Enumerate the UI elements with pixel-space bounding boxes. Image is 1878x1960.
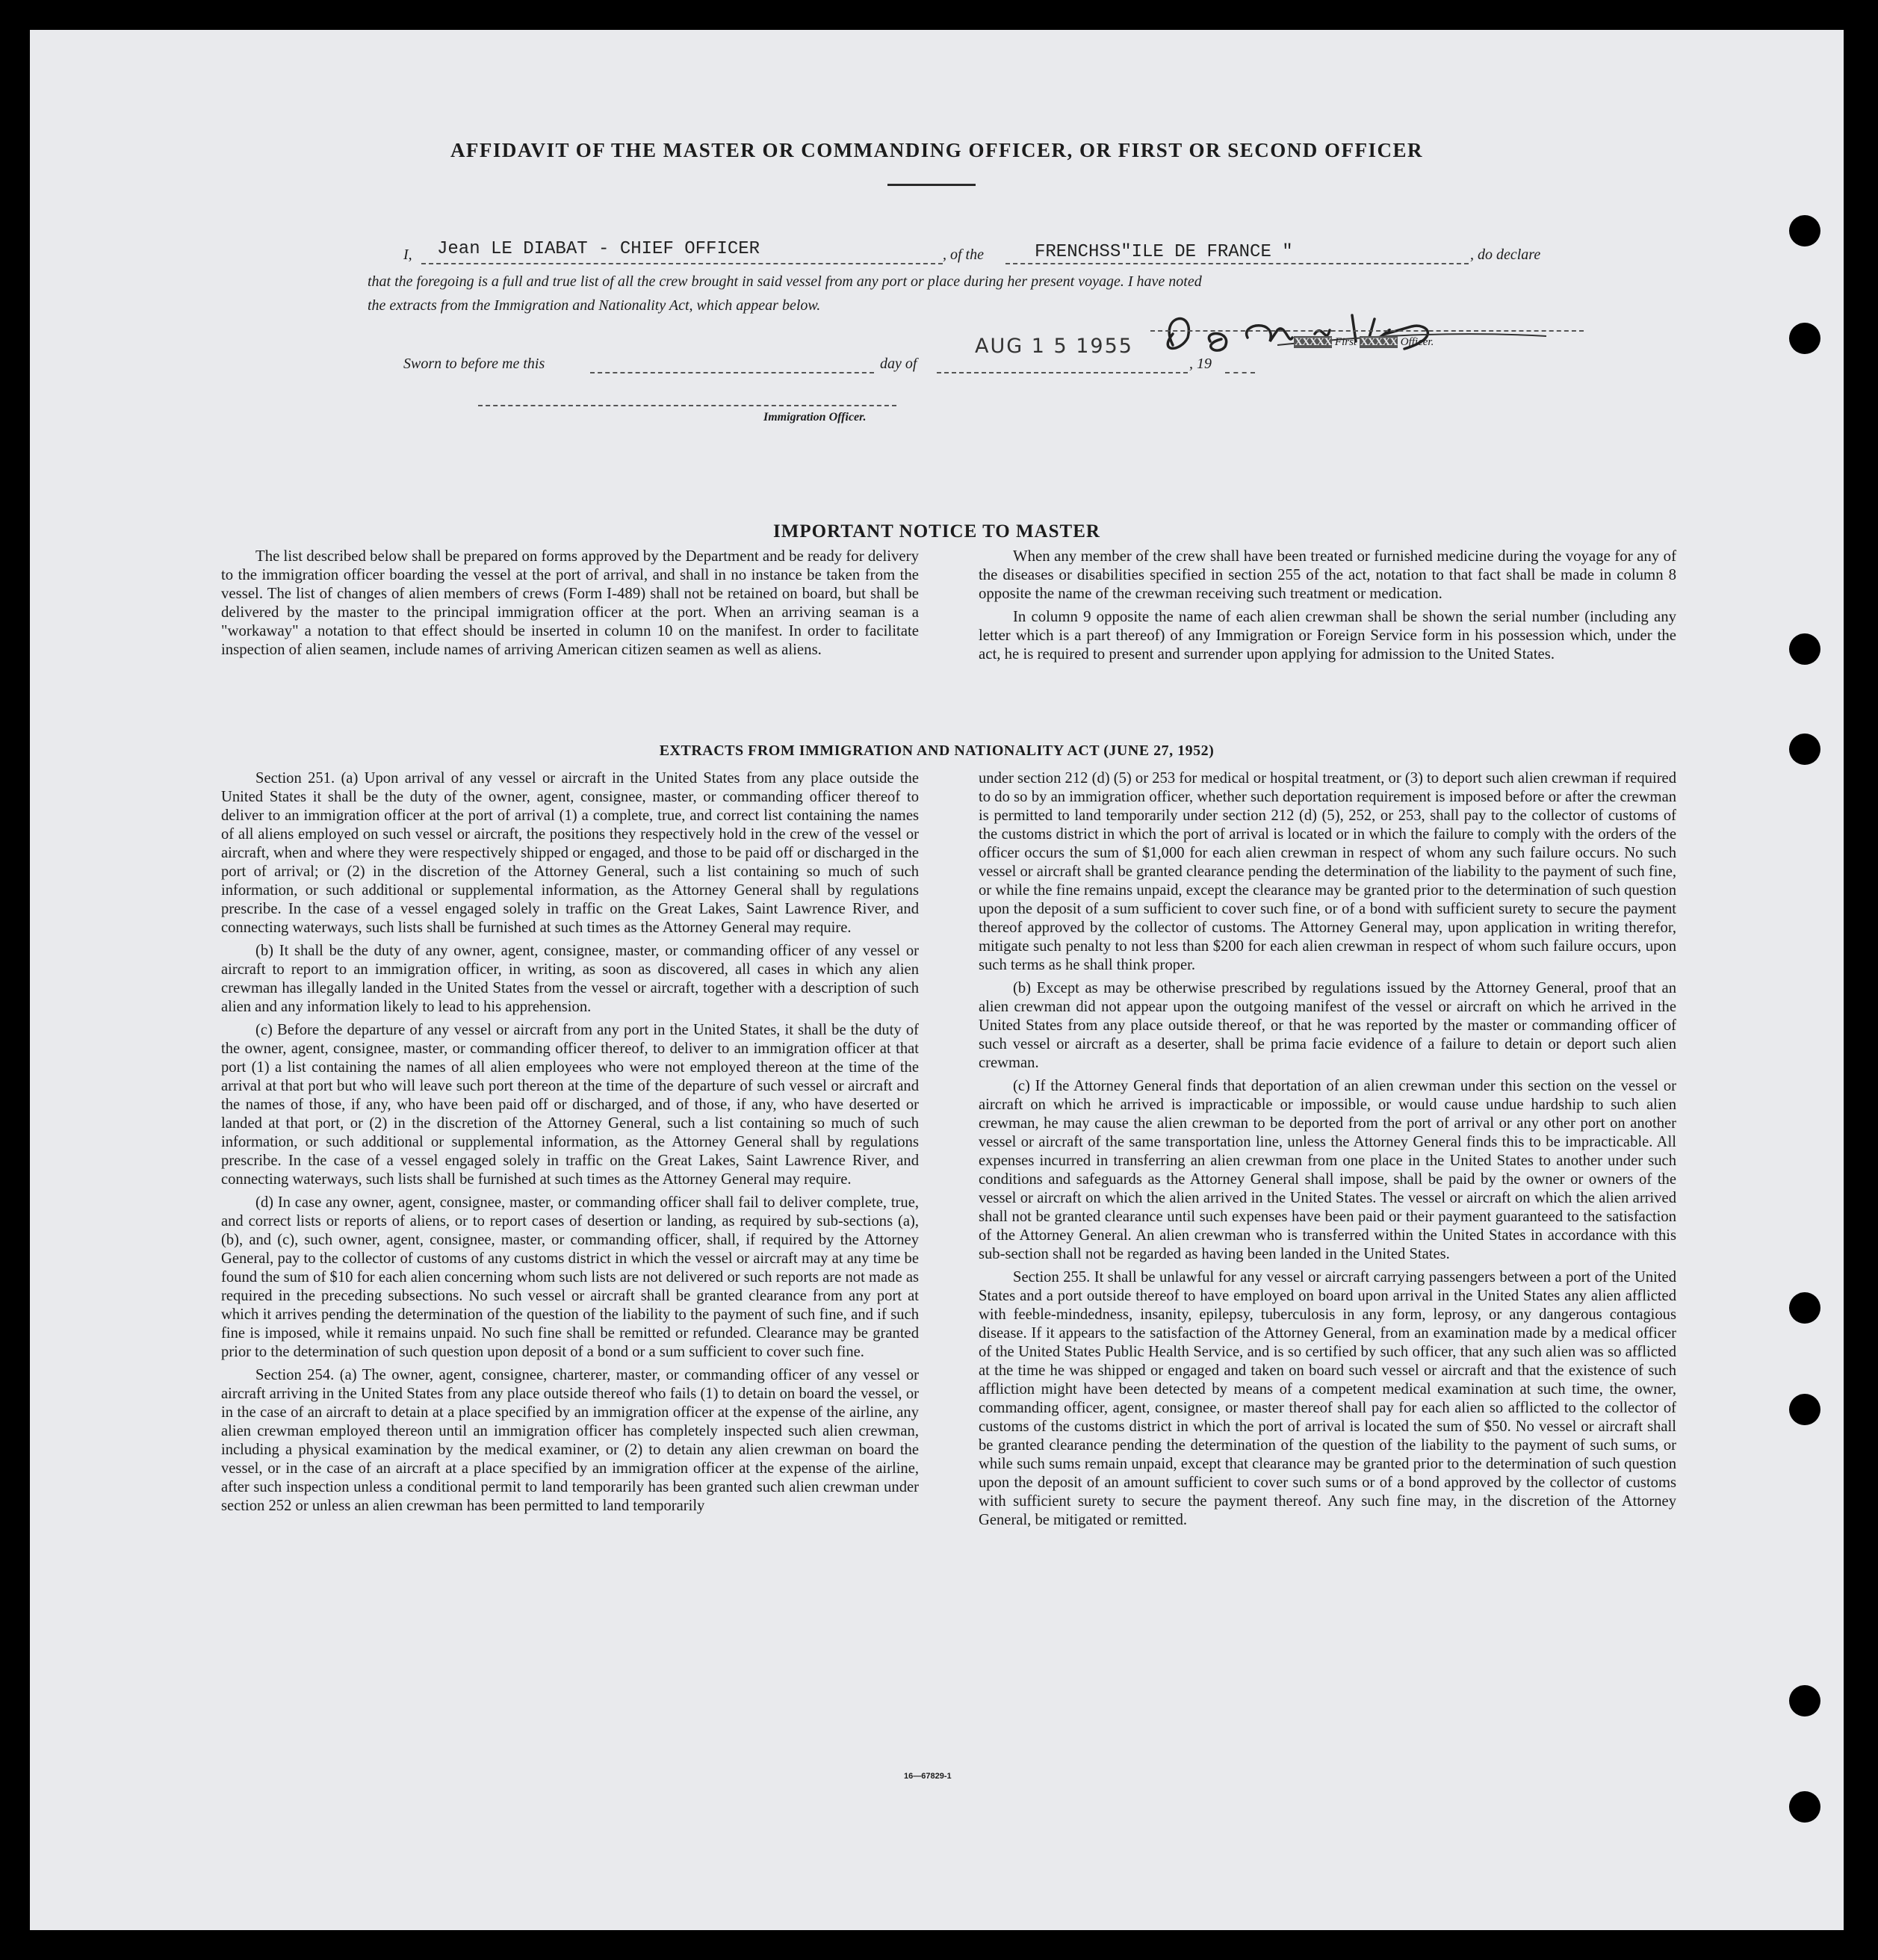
affidavit-title: AFFIDAVIT OF THE MASTER OR COMMANDING OFFICER, OR FIRST OR SECOND OFFICER — [450, 139, 1424, 161]
title-rule — [887, 184, 976, 186]
sworn-month-line — [937, 372, 1188, 373]
struck-text: XXXXX — [1360, 336, 1398, 348]
officer-title-label — [1294, 336, 1434, 349]
officer-signature-line — [1150, 330, 1584, 332]
form-code: 16—67829-1 — [904, 1772, 952, 1781]
declaration-line-2: that the foregoing is a full and true list of all the crew brought in said vessel from any port or place during her present voyage. I have noted — [368, 273, 1202, 290]
punch-hole — [1789, 1292, 1820, 1324]
year-label: , 19 — [1189, 356, 1212, 372]
year-line — [1225, 372, 1255, 373]
officer-suffix: Officer. — [1400, 336, 1434, 348]
punch-hole — [1789, 1685, 1820, 1716]
declarant-line — [421, 263, 943, 264]
extracts-right-column — [979, 769, 1676, 1534]
declarant-name: Jean LE DIABAT - CHIEF OFFICER — [437, 239, 760, 259]
section-251-c: (c) Before the departure of any vessel or aircraft from any port in the United States, it shall be the duty of the owner, agent, consignee, master, or commanding officer thereof, to deliver to an immigration officer at that port (1) a list containing the names of all alien employees who were not employed thereon at the time of the arrival at that port but who will leave such port thereon at the time of the departure of such vessel or aircraft and the names of those, if any, who have been paid off or discharged, and of those, if any, who have deserted or landed at that port, or (2) in the discretion of the Attorney General, such a list containing so much of such information, or such additional or supplemental information, as the Attorney General shall by regulations prescribe. In the case of a vessel engaged solely in traffic on the Great Lakes, Saint Lawrence River, and connecting waterways, such lists shall be furnished at such times as the Attorney General may require. — [221, 1022, 919, 1188]
document-page — [30, 30, 1844, 1930]
punch-hole — [1789, 1394, 1820, 1425]
struck-text: XXXXX — [1295, 336, 1332, 348]
immigration-officer-line — [478, 405, 896, 406]
punch-hole — [1789, 215, 1820, 246]
punch-hole — [1789, 734, 1820, 765]
vessel-name: FRENCHSS"ILE DE FRANCE " — [1035, 242, 1293, 262]
extracts-left-column — [221, 769, 919, 1520]
immigration-officer-label: Immigration Officer. — [763, 411, 867, 424]
section-251-b: (b) It shall be the duty of any owner, agent, consignee, master, or commanding officer of any vessel or aircraft to report to an immigration officer, in writing, as soon as discovered, all cases in which any alien crewman has illegally landed in the United States from the vessel or aircraft, together with a description of such alien and any information likely to lead to his apprehension. — [221, 943, 919, 1015]
extracts-title: EXTRACTS FROM IMMIGRATION AND NATIONALITY ACT (JUNE 27, 1952) — [659, 742, 1215, 759]
section-255: Section 255. It shall be unlawful for any vessel or aircraft carrying passengers between a port of the United States and a port outside thereof to have employed on board upon arrival in the United States any alien afflicted with feeble-mindedness, insanity, epilepsy, tuberculosis in any form, leprosy, or any dangerous contagious disease. If it appears to the satisfaction of the Attorney General, from an examination made by a medical officer of the United States Public Health Service, and is so certified by such officer, that any such alien was so afflicted at the time he was shipped or engaged and taken on board such vessel or aircraft and that the existence of such affliction might have been detected by means of a competent medical examination at such time, the owner, commanding officer, agent, consignee, or master thereof shall pay for each alien so afflicted to the collector of customs of the customs district in which the port of arrival is located the sum of $50. No vessel or aircraft shall be granted clearance pending the determination of the question of the liability to the payment of such sums, or while such sums remain unpaid, except that clearance may be granted prior to the determination of such question upon the deposit of an amount sufficient to cover such sums or of a bond approved by the collector of customs with sufficient surety to secure the payment thereof. Any such fine may, in the discretion of the Attorney General, be mitigated or remitted. — [979, 1269, 1676, 1528]
sworn-day-line — [590, 372, 874, 373]
section-251-d: (d) In case any owner, agent, consignee, master, or commanding officer shall fail to deliver complete, true, and correct lists or reports of aliens, or to report cases of desertion or landing, as required by sub-sections (a), (b), and (c), such owner, agent, consignee, master, or commanding officer, shall, if required by the Attorney General, pay to the collector of customs of any customs district in which the vessel or aircraft may at any time be found the sum of $10 for each alien concerning whom such lists are not delivered or such reports are not made as required in the preceding subsections. No such vessel or aircraft shall be granted clearance from any port at which it arrives pending the determination of the question of the liability to the payment of such fine, and if such fine is imposed, while it remains unpaid. No such fine shall be remitted or refunded. Clearance may be granted prior to the determination of such question upon deposit of a bond or a sum sufficient to cover such fine. — [221, 1194, 919, 1360]
section-254-b: (b) Except as may be otherwise prescribed by regulations issued by the Attorney General, proof that an alien crewman did not appear upon the outgoing manifest of the vessel or aircraft on which he arrived in the United States from any place outside thereof, or that he was reported by the master or commanding officer of such vessel or aircraft as a deserter, shall be prima facie evidence of a failure to detain or deport such alien crewman. — [979, 980, 1676, 1071]
notice-left-paragraph: The list described below shall be prepared on forms approved by the Department and be ready for delivery to the immigration officer boarding the vessel at the port of arrival, and shall in no instance be taken from the vessel. The list of changes of alien members of crews (Form I-489) shall not be retained on board, but shall be delivered by the master to the principal immigration officer at the port. When an arriving seaman is a "workaway" a notation to that effect should be inserted in column 10 on the manifest. In order to facilitate inspection of alien seamen, include names of arriving American citizen seamen as well as aliens. — [221, 548, 919, 658]
punch-hole — [1789, 323, 1820, 354]
notice-left-column — [221, 547, 919, 663]
sworn-label: Sworn to before me this — [403, 356, 545, 372]
notice-right-paragraph-1: When any member of the crew shall have been treated or furnished medicine during the voyage for any of the diseases or disabilities specified in section 255 of the act, notation to that fact shall be made in column 8 opposite the name of the crewman receiving such treatment or medication. — [979, 548, 1676, 602]
vessel-line — [1005, 263, 1469, 264]
section-254-c: (c) If the Attorney General finds that deportation of an alien crewman under this section on the vessel or aircraft on which he arrived is impracticable or impossible, or would cause undue hardship to such alien crewman, he may cause the alien crewman to be deported from the port of arrival or any other port on another vessel or aircraft of the same transportation line, unless the Attorney General finds this to be impracticable. All expenses incurred in transferring an alien crewman from one place in the United States to another under such conditions and safeguards as the Attorney General shall impose, shall be paid by the owner or owners of the vessel or aircraft on which the alien arrived in the United States. The vessel or aircraft on which the alien arrived shall not be granted clearance until such expenses have been paid or their payment guaranteed to the satisfaction of the Attorney General. An alien crewman who is transferred within the United States in accordance with this sub-section shall not be regarded as having been landed in the United States. — [979, 1078, 1676, 1262]
section-254-a-continued: under section 212 (d) (5) or 253 for medical or hospital treatment, or (3) to deport such alien crewman if required to do so by an immigration officer, whether such deportation requirement is imposed before or after the crewman is permitted to land temporarily under section 212 (d) (5), 252, or 253, shall pay to the collector of customs of the customs district in which the port of arrival is located or in which the failure to comply with the orders of the officer occurs the sum of $1,000 for each alien crewman in respect of whom any such failure occurs. No such vessel or aircraft shall be granted clearance pending the determination of the liability to the payment of such fine, or while the fine remains unpaid, except the clearance may be granted prior to the determination of such question upon the deposit of a sum sufficient to cover such fine, or of a bond with sufficient surety to secure the payment thereof approved by the collector of customs. The Attorney General may, upon application in writing therefor, mitigate such penalty to not less than $200 for each alien crewman in respect of whom such failure occurs, upon such terms as he shall think proper. — [979, 770, 1676, 973]
officer-first: First — [1334, 336, 1357, 348]
notice-title: IMPORTANT NOTICE TO MASTER — [773, 521, 1100, 542]
section-251-a: Section 251. (a) Upon arrival of any vessel or aircraft in the United States from any place outside the United States it shall be the duty of the owner, agent, consignee, master, or commanding officer thereof to deliver to an immigration officer at the port of arrival (1) a complete, true, and correct list containing the names of all aliens employed on such vessel or aircraft, the positions they respectively hold in the crew of the vessel or aircraft, when and where they were respectively shipped or engaged, and those to be paid off or discharged in the port of arrival; or (2) in the discretion of the Attorney General, such a list containing so much of such information, or such additional or supplemental information, as the Attorney General shall by regulations prescribe. In the case of a vessel engaged solely in traffic on the Great Lakes, Saint Lawrence River, and connecting waterways, such lists shall be furnished at such times as the Attorney General may require. — [221, 770, 919, 936]
notice-right-column — [979, 547, 1676, 668]
of-the-label: , of the — [943, 246, 984, 263]
i-label: I, — [403, 246, 412, 263]
date-stamp: AUG 1 5 1955 — [975, 335, 1133, 358]
declaration-line-3: the extracts from the Immigration and Nationality Act, which appear below. — [368, 297, 821, 314]
notice-right-paragraph-2: In column 9 opposite the name of each alien crewman shall be shown the serial number (including any letter which is a part thereof) of any Immigration or Foreign Service form in his possession which, under the act, he is required to present and surrender upon applying for admission to the United States. — [979, 608, 1676, 663]
section-254-a: Section 254. (a) The owner, agent, consignee, charterer, master, or commanding officer of any vessel or aircraft arriving in the United States from any place outside thereof who fails (1) to detain on board the vessel, or in the case of an aircraft to detain at a place specified by an immigration officer at the expense of the airline, any alien crewman employed thereon until an immigration officer has completely inspected such alien crewman, including a physical examination by the medical examiner, or (2) to detain any alien crewman on board the vessel, or in the case of an aircraft at a place specified by an immigration officer at the expense of the airline, after such inspection unless a conditional permit to land temporarily has been granted such alien crewman under section 252 or unless an alien crewman has been permitted to land temporarily — [221, 1367, 919, 1514]
punch-hole — [1789, 633, 1820, 665]
punch-hole — [1789, 1791, 1820, 1823]
do-declare-label: , do declare — [1470, 246, 1541, 263]
day-of-label: day of — [880, 356, 917, 372]
